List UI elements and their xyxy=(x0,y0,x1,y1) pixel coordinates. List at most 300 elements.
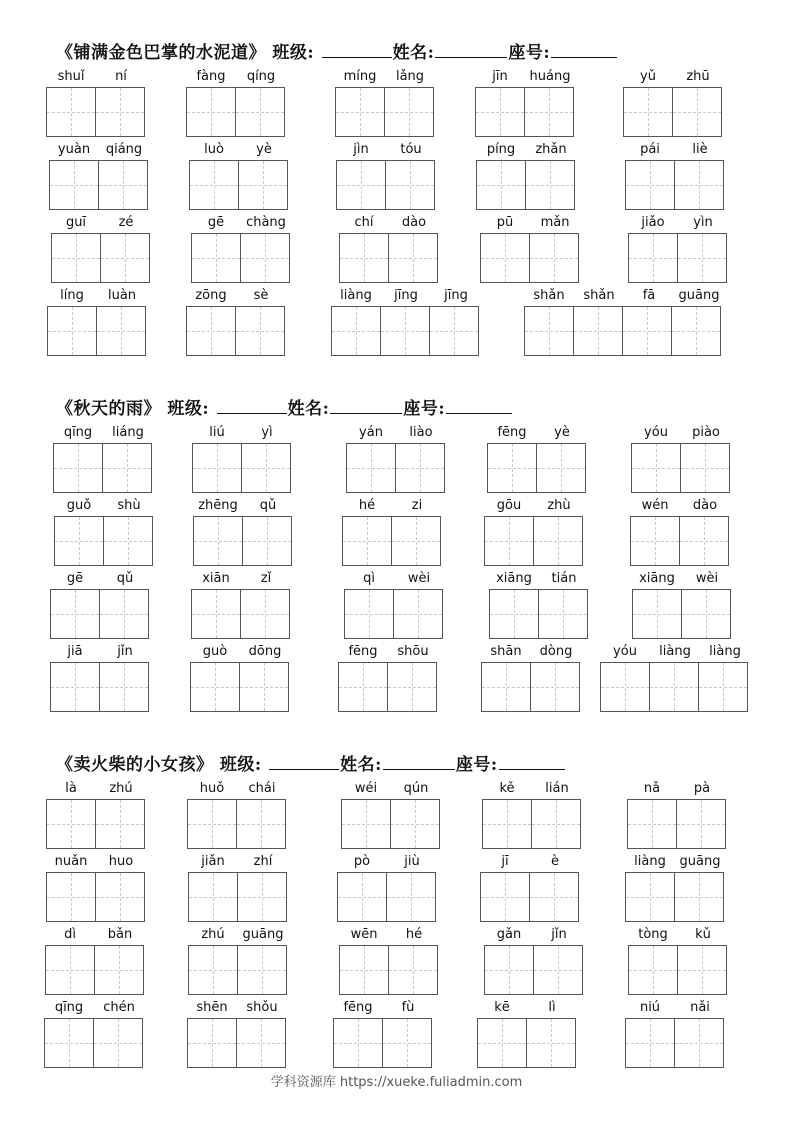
tianzige-box[interactable] xyxy=(384,87,434,137)
tianzige-box[interactable] xyxy=(237,872,287,922)
pinyin-row xyxy=(339,208,439,230)
pinyin-row xyxy=(190,637,290,659)
word-item xyxy=(475,62,575,137)
tianzige-box[interactable] xyxy=(677,945,727,995)
tianzige-box[interactable] xyxy=(481,662,531,712)
tianzige-box[interactable] xyxy=(380,306,430,356)
writing-boxes xyxy=(46,799,146,849)
word-item xyxy=(190,637,290,712)
tianzige-box[interactable] xyxy=(625,1018,675,1068)
pinyin-syllable: guāng xyxy=(678,288,720,303)
pinyin-row xyxy=(192,418,292,440)
word-item xyxy=(335,62,435,137)
tianzige-box[interactable] xyxy=(95,799,145,849)
tianzige-box[interactable] xyxy=(93,1018,143,1068)
tianzige-box[interactable] xyxy=(191,589,241,639)
tianzige-box[interactable] xyxy=(530,662,580,712)
word-item xyxy=(341,774,441,849)
tianzige-box[interactable] xyxy=(339,945,389,995)
tianzige-box[interactable] xyxy=(346,443,396,493)
pinyin-syllable: liú xyxy=(209,425,225,440)
pinyin-row xyxy=(600,637,750,659)
pinyin-row xyxy=(49,135,149,157)
word-item xyxy=(339,208,439,283)
pinyin-syllable: shǒu xyxy=(246,1000,278,1015)
pinyin-syllable: wéi xyxy=(354,781,378,796)
pinyin-syllable: liào xyxy=(409,425,433,440)
writing-boxes xyxy=(477,1018,577,1068)
tianzige-box[interactable] xyxy=(241,443,291,493)
tianzige-box[interactable] xyxy=(96,306,146,356)
word-item xyxy=(46,774,146,849)
writing-boxes xyxy=(49,160,149,210)
tianzige-box[interactable] xyxy=(100,233,150,283)
word-item xyxy=(484,491,584,566)
pinyin-syllable: mǎn xyxy=(540,215,570,230)
tianzige-box[interactable] xyxy=(674,872,724,922)
tianzige-box[interactable] xyxy=(676,799,726,849)
tianzige-box[interactable] xyxy=(475,87,525,137)
tianzige-box[interactable] xyxy=(671,306,721,356)
tianzige-box[interactable] xyxy=(47,306,97,356)
writing-boxes xyxy=(476,160,576,210)
class-blank xyxy=(322,43,392,58)
tianzige-box[interactable] xyxy=(382,1018,432,1068)
tianzige-box[interactable] xyxy=(339,233,389,283)
pinyin-syllable: nǎ xyxy=(643,781,661,796)
writing-boxes xyxy=(631,443,731,493)
tianzige-box[interactable] xyxy=(533,516,583,566)
tianzige-box[interactable] xyxy=(53,443,103,493)
pinyin-row xyxy=(47,281,147,303)
tianzige-box[interactable] xyxy=(188,945,238,995)
tianzige-box[interactable] xyxy=(672,87,722,137)
seat-label: 座号: xyxy=(403,399,446,419)
pinyin-syllable: zhí xyxy=(253,854,273,869)
tianzige-box[interactable] xyxy=(239,662,289,712)
pinyin-row xyxy=(344,564,444,586)
tianzige-box[interactable] xyxy=(46,799,96,849)
tianzige-box[interactable] xyxy=(103,516,153,566)
tianzige-box[interactable] xyxy=(331,306,381,356)
pinyin-syllable: dòng xyxy=(539,644,573,659)
word-item xyxy=(187,993,287,1068)
pinyin-syllable: qiáng xyxy=(105,142,143,157)
word-item xyxy=(480,208,580,283)
class-label: 班级: xyxy=(272,43,315,63)
writing-boxes xyxy=(625,872,725,922)
pinyin-syllable: piào xyxy=(692,425,720,440)
pinyin-row xyxy=(51,208,151,230)
writing-boxes xyxy=(333,1018,433,1068)
word-item xyxy=(627,774,727,849)
pinyin-syllable: jìn xyxy=(353,142,369,157)
word-item xyxy=(46,62,146,137)
pinyin-syllable: fàng xyxy=(196,69,226,84)
pinyin-row xyxy=(480,847,580,869)
name-label: 姓名: xyxy=(340,755,382,775)
pinyin-syllable: pà xyxy=(693,781,711,796)
pinyin-row xyxy=(339,920,439,942)
pinyin-syllable: è xyxy=(551,854,559,869)
section-title xyxy=(56,38,618,63)
word-item xyxy=(338,637,438,712)
pinyin-syllable: huáng xyxy=(529,69,571,84)
tianzige-box[interactable] xyxy=(649,662,699,712)
name-label: 姓名: xyxy=(287,399,330,419)
pinyin-row xyxy=(630,491,730,513)
tianzige-box[interactable] xyxy=(235,87,285,137)
word-item xyxy=(524,281,724,356)
pinyin-syllable: guò xyxy=(202,644,228,659)
tianzige-box[interactable] xyxy=(385,160,435,210)
tianzige-box[interactable] xyxy=(390,799,440,849)
tianzige-box[interactable] xyxy=(391,516,441,566)
tianzige-box[interactable] xyxy=(387,662,437,712)
pinyin-syllable: lì xyxy=(548,1000,556,1015)
pinyin-syllable: jiù xyxy=(404,854,420,869)
pinyin-syllable: jīn xyxy=(492,69,508,84)
pinyin-row xyxy=(625,135,725,157)
pinyin-row xyxy=(44,993,144,1015)
word-item xyxy=(333,993,433,1068)
tianzige-box[interactable] xyxy=(335,87,385,137)
pinyin-syllable: liè xyxy=(692,142,708,157)
word-item xyxy=(623,62,723,137)
tianzige-box[interactable] xyxy=(538,589,588,639)
pinyin-syllable: lián xyxy=(545,781,569,796)
tianzige-box[interactable] xyxy=(627,799,677,849)
tianzige-box[interactable] xyxy=(99,589,149,639)
tianzige-box[interactable] xyxy=(625,160,675,210)
tianzige-box[interactable] xyxy=(680,443,730,493)
pinyin-syllable: jiǎn xyxy=(201,854,225,869)
word-item xyxy=(625,847,725,922)
pinyin-syllable: huo xyxy=(108,854,134,869)
tianzige-box[interactable] xyxy=(484,945,534,995)
word-item xyxy=(630,491,730,566)
tianzige-box[interactable] xyxy=(341,799,391,849)
pinyin-row xyxy=(191,208,291,230)
tianzige-box[interactable] xyxy=(524,87,574,137)
writing-boxes xyxy=(630,516,730,566)
tianzige-box[interactable] xyxy=(99,662,149,712)
writing-boxes xyxy=(46,872,146,922)
writing-boxes xyxy=(337,872,437,922)
tianzige-box[interactable] xyxy=(192,443,242,493)
pinyin-syllable: pò xyxy=(353,854,371,869)
tianzige-box[interactable] xyxy=(186,87,236,137)
pinyin-syllable: fēng xyxy=(348,644,378,659)
pinyin-syllable: wèi xyxy=(407,571,431,586)
tianzige-box[interactable] xyxy=(44,1018,94,1068)
tianzige-box[interactable] xyxy=(54,516,104,566)
pinyin-syllable: yìn xyxy=(693,215,713,230)
pinyin-syllable: zhǎn xyxy=(535,142,567,157)
pinyin-syllable: yán xyxy=(359,425,383,440)
pinyin-syllable: tòng xyxy=(638,927,668,942)
name-blank xyxy=(383,755,455,770)
tianzige-box[interactable] xyxy=(480,233,530,283)
tianzige-box[interactable] xyxy=(50,662,100,712)
pinyin-syllable: zōng xyxy=(195,288,227,303)
tianzige-box[interactable] xyxy=(489,589,539,639)
writing-boxes xyxy=(338,662,438,712)
tianzige-box[interactable] xyxy=(336,160,386,210)
word-item xyxy=(189,135,289,210)
tianzige-box[interactable] xyxy=(193,516,243,566)
pinyin-syllable: jiā xyxy=(67,644,83,659)
tianzige-box[interactable] xyxy=(679,516,729,566)
tianzige-box[interactable] xyxy=(186,306,236,356)
tianzige-box[interactable] xyxy=(386,872,436,922)
writing-boxes xyxy=(192,443,292,493)
tianzige-box[interactable] xyxy=(388,233,438,283)
tianzige-box[interactable] xyxy=(395,443,445,493)
writing-boxes xyxy=(482,799,582,849)
writing-boxes xyxy=(186,87,286,137)
writing-boxes xyxy=(339,233,439,283)
pinyin-syllable: jiǎo xyxy=(641,215,665,230)
tianzige-box[interactable] xyxy=(388,945,438,995)
tianzige-box[interactable] xyxy=(236,1018,286,1068)
pinyin-syllable: yì xyxy=(261,425,273,440)
pinyin-syllable: shuǐ xyxy=(57,69,85,84)
tianzige-box[interactable] xyxy=(674,1018,724,1068)
tianzige-box[interactable] xyxy=(344,589,394,639)
word-item xyxy=(191,564,291,639)
tianzige-box[interactable] xyxy=(333,1018,383,1068)
writing-boxes xyxy=(481,662,581,712)
tianzige-box[interactable] xyxy=(187,799,237,849)
tianzige-box[interactable] xyxy=(242,516,292,566)
pinyin-syllable: míng xyxy=(343,69,377,84)
pinyin-syllable: gē xyxy=(66,571,84,586)
tianzige-box[interactable] xyxy=(45,945,95,995)
pinyin-syllable: hé xyxy=(405,927,423,942)
word-item xyxy=(50,637,150,712)
pinyin-row xyxy=(186,281,286,303)
word-item xyxy=(632,564,732,639)
pinyin-row xyxy=(53,418,153,440)
tianzige-box[interactable] xyxy=(476,160,526,210)
pinyin-syllable: zhú xyxy=(109,781,133,796)
word-item xyxy=(336,135,436,210)
tianzige-box[interactable] xyxy=(98,160,148,210)
class-label: 班级: xyxy=(167,399,210,419)
tianzige-box[interactable] xyxy=(573,306,623,356)
word-item xyxy=(53,418,153,493)
pinyin-row xyxy=(189,135,289,157)
pinyin-syllable: luàn xyxy=(107,288,137,303)
word-item xyxy=(331,281,481,356)
tianzige-box[interactable] xyxy=(677,233,727,283)
tianzige-box[interactable] xyxy=(622,306,672,356)
tianzige-box[interactable] xyxy=(625,872,675,922)
pinyin-syllable: yè xyxy=(256,142,272,157)
tianzige-box[interactable] xyxy=(628,945,678,995)
tianzige-box[interactable] xyxy=(531,799,581,849)
writing-boxes xyxy=(628,945,728,995)
pinyin-row xyxy=(346,418,446,440)
pinyin-syllable: luò xyxy=(204,142,224,157)
tianzige-box[interactable] xyxy=(240,233,290,283)
tianzige-box[interactable] xyxy=(477,1018,527,1068)
word-item xyxy=(186,281,286,356)
pinyin-syllable: fù xyxy=(401,1000,415,1015)
tianzige-box[interactable] xyxy=(632,589,682,639)
pinyin-syllable: shǎn xyxy=(583,288,615,303)
pinyin-syllable: yè xyxy=(554,425,570,440)
pinyin-row xyxy=(341,774,441,796)
pinyin-syllable: shǎn xyxy=(533,288,565,303)
pinyin-syllable: qīng xyxy=(54,1000,84,1015)
tianzige-box[interactable] xyxy=(189,160,239,210)
writing-boxes xyxy=(524,306,724,356)
tianzige-box[interactable] xyxy=(188,872,238,922)
pinyin-row xyxy=(333,993,433,1015)
tianzige-box[interactable] xyxy=(49,160,99,210)
pinyin-syllable: píng xyxy=(486,142,516,157)
pinyin-syllable: gē xyxy=(207,215,225,230)
tianzige-box[interactable] xyxy=(681,589,731,639)
writing-boxes xyxy=(484,516,584,566)
tianzige-box[interactable] xyxy=(628,233,678,283)
footer-watermark: 学科资源库 https://xueke.fuliadmin.com xyxy=(270,1075,523,1090)
name-label: 姓名: xyxy=(392,43,435,63)
writing-boxes xyxy=(346,443,446,493)
word-item xyxy=(344,564,444,639)
tianzige-box[interactable] xyxy=(338,662,388,712)
tianzige-box[interactable] xyxy=(95,872,145,922)
tianzige-box[interactable] xyxy=(50,589,100,639)
tianzige-box[interactable] xyxy=(190,662,240,712)
pinyin-syllable: dì xyxy=(64,927,76,942)
word-item xyxy=(186,62,286,137)
pinyin-row xyxy=(476,135,576,157)
tianzige-box[interactable] xyxy=(337,872,387,922)
tianzige-box[interactable] xyxy=(46,87,96,137)
pinyin-row xyxy=(54,491,154,513)
pinyin-syllable: là xyxy=(65,781,77,796)
tianzige-box[interactable] xyxy=(235,306,285,356)
word-item xyxy=(45,920,145,995)
word-item xyxy=(487,418,587,493)
seat-label: 座号: xyxy=(455,755,498,775)
tianzige-box[interactable] xyxy=(487,443,537,493)
tianzige-box[interactable] xyxy=(524,306,574,356)
tianzige-box[interactable] xyxy=(525,160,575,210)
pinyin-syllable: wèi xyxy=(695,571,719,586)
pinyin-syllable: qún xyxy=(403,781,429,796)
tianzige-box[interactable] xyxy=(51,233,101,283)
pinyin-syllable: zhù xyxy=(547,498,571,513)
tianzige-box[interactable] xyxy=(238,160,288,210)
pinyin-syllable: dōng xyxy=(248,644,282,659)
pinyin-row xyxy=(623,62,723,84)
tianzige-box[interactable] xyxy=(484,516,534,566)
tianzige-box[interactable] xyxy=(237,945,287,995)
seat-blank xyxy=(446,399,512,414)
tianzige-box[interactable] xyxy=(674,160,724,210)
pinyin-syllable: qì xyxy=(363,571,375,586)
pinyin-syllable: liàng xyxy=(709,644,741,659)
tianzige-box[interactable] xyxy=(529,872,579,922)
tianzige-box[interactable] xyxy=(191,233,241,283)
pinyin-row xyxy=(475,62,575,84)
word-item xyxy=(600,637,750,712)
pinyin-row xyxy=(331,281,481,303)
pinyin-syllable: liàng xyxy=(659,644,691,659)
name-blank xyxy=(330,399,402,414)
pinyin-row xyxy=(187,993,287,1015)
writing-boxes xyxy=(188,945,288,995)
writing-boxes xyxy=(339,945,439,995)
tianzige-box[interactable] xyxy=(526,1018,576,1068)
tianzige-box[interactable] xyxy=(698,662,748,712)
tianzige-box[interactable] xyxy=(187,1018,237,1068)
pinyin-syllable: zhēng xyxy=(198,498,238,513)
word-item xyxy=(192,418,292,493)
tianzige-box[interactable] xyxy=(600,662,650,712)
writing-boxes xyxy=(625,160,725,210)
tianzige-box[interactable] xyxy=(393,589,443,639)
pinyin-syllable: shù xyxy=(117,498,141,513)
writing-boxes xyxy=(475,87,575,137)
tianzige-box[interactable] xyxy=(102,443,152,493)
tianzige-box[interactable] xyxy=(94,945,144,995)
writing-boxes xyxy=(627,799,727,849)
pinyin-row xyxy=(336,135,436,157)
pinyin-row xyxy=(477,993,577,1015)
tianzige-box[interactable] xyxy=(630,516,680,566)
pinyin-row xyxy=(484,920,584,942)
writing-boxes xyxy=(484,945,584,995)
pinyin-row xyxy=(50,564,150,586)
pinyin-syllable: niú xyxy=(639,1000,661,1015)
tianzige-box[interactable] xyxy=(429,306,479,356)
tianzige-box[interactable] xyxy=(342,516,392,566)
pinyin-syllable: chái xyxy=(248,781,276,796)
name-blank xyxy=(435,43,507,58)
tianzige-box[interactable] xyxy=(623,87,673,137)
writing-boxes xyxy=(190,662,290,712)
tianzige-box[interactable] xyxy=(536,443,586,493)
tianzige-box[interactable] xyxy=(95,87,145,137)
pinyin-syllable: yuàn xyxy=(57,142,91,157)
tianzige-box[interactable] xyxy=(631,443,681,493)
pinyin-row xyxy=(632,564,732,586)
pinyin-syllable: jǐn xyxy=(551,927,567,942)
tianzige-box[interactable] xyxy=(240,589,290,639)
pinyin-syllable: bǎn xyxy=(107,927,133,942)
pinyin-syllable: gōu xyxy=(496,498,522,513)
tianzige-box[interactable] xyxy=(46,872,96,922)
writing-boxes xyxy=(46,87,146,137)
seat-blank xyxy=(499,755,565,770)
pinyin-syllable: sè xyxy=(253,288,269,303)
pinyin-syllable: kě xyxy=(499,781,515,796)
pinyin-row xyxy=(524,281,724,303)
pinyin-syllable: kǔ xyxy=(695,927,711,942)
tianzige-box[interactable] xyxy=(529,233,579,283)
pinyin-row xyxy=(186,62,286,84)
pinyin-syllable: shān xyxy=(490,644,522,659)
tianzige-box[interactable] xyxy=(236,799,286,849)
tianzige-box[interactable] xyxy=(482,799,532,849)
tianzige-box[interactable] xyxy=(480,872,530,922)
tianzige-box[interactable] xyxy=(533,945,583,995)
